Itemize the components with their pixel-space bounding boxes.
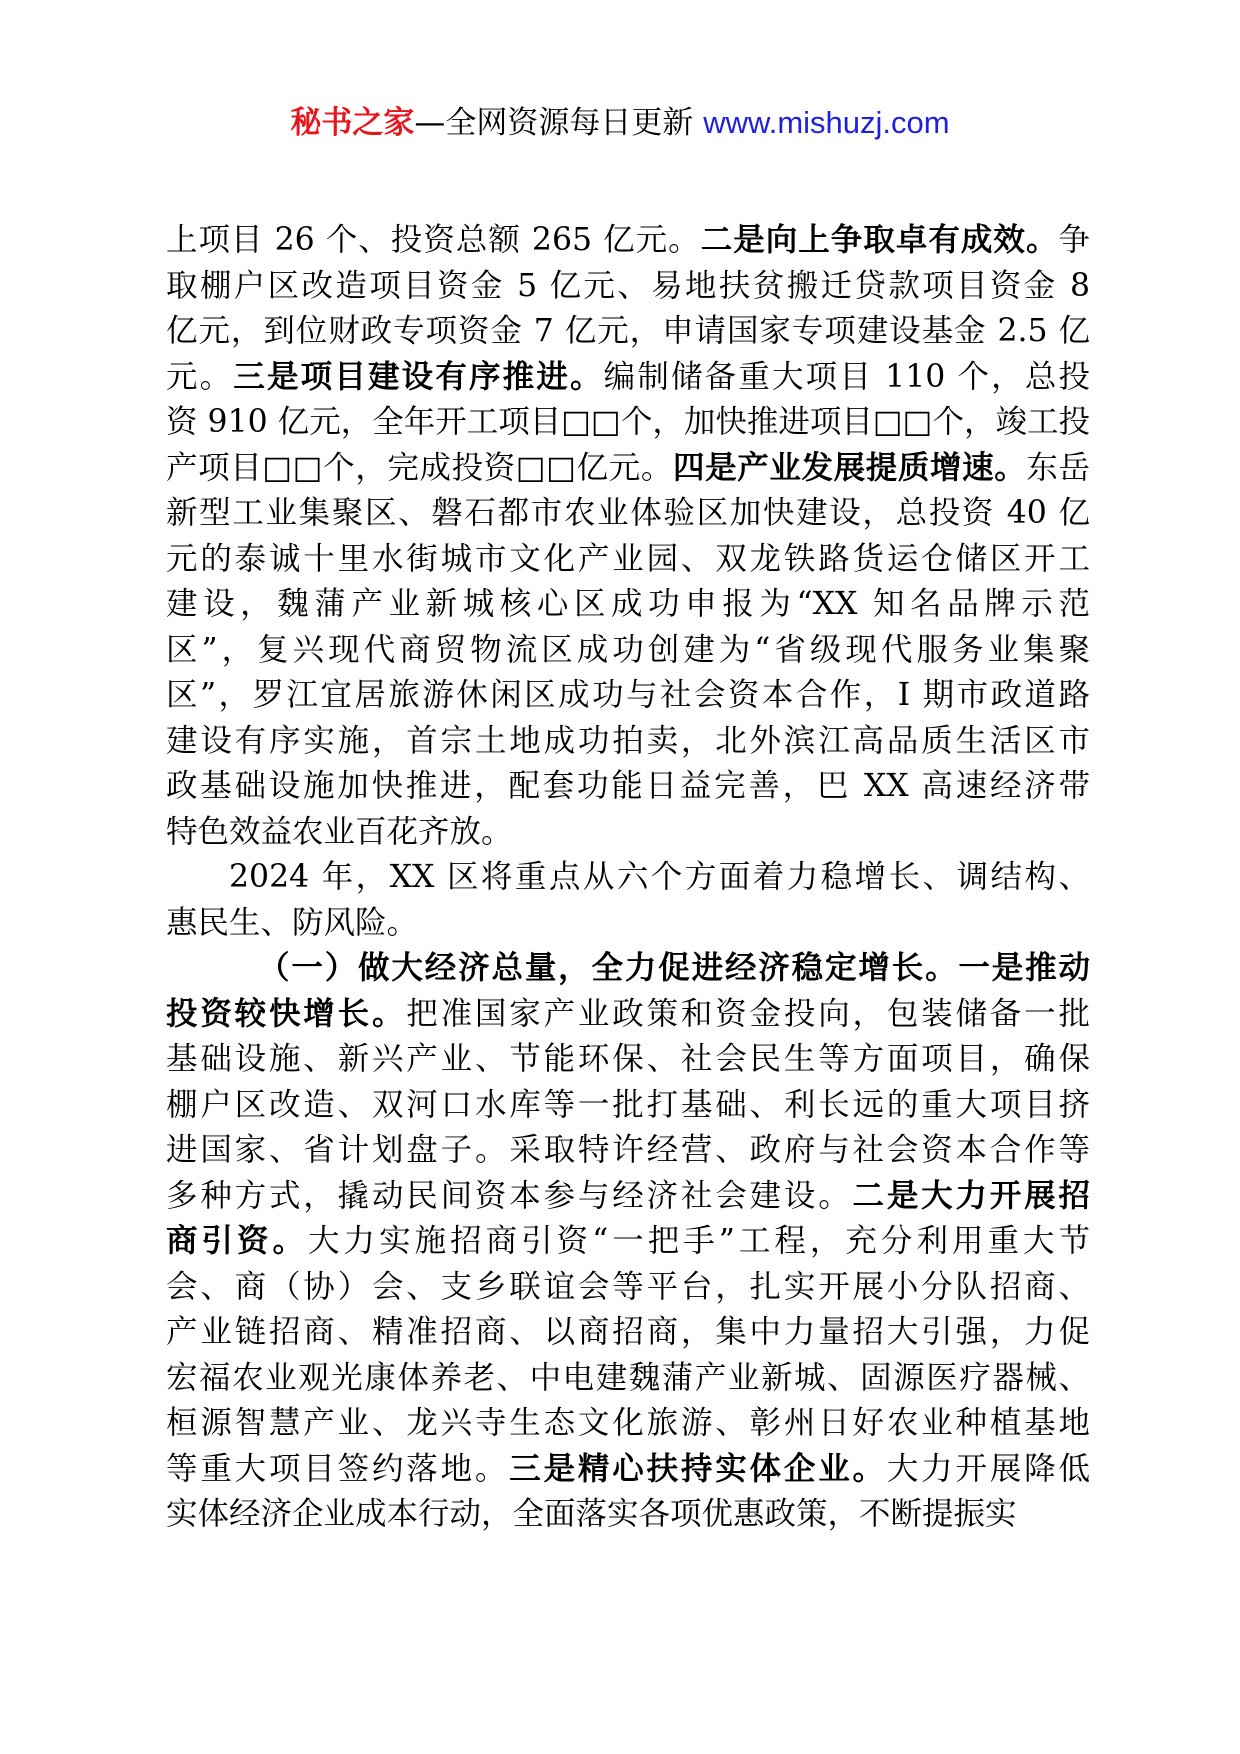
text-line [166, 628, 1090, 674]
text-run: 大力实施招商引资“一把手”工程，充分利用重大节 [308, 1223, 1090, 1259]
bold-text-run: 三是精心扶持实体企业。 [509, 1450, 887, 1487]
site-header [0, 101, 1240, 145]
site-brand: 秘书之家 [290, 105, 415, 141]
text-line [166, 1128, 1090, 1174]
text-run: 棚户区改造、双河口水库等一批打基础、利长远的重大项目挤 [166, 1086, 1090, 1123]
text-run: 区”，复兴现代商贸物流区成功创建为“省级现代服务业集聚 [166, 631, 1090, 668]
text-line [166, 1310, 1090, 1356]
text-line [166, 446, 1090, 492]
text-run: 2024 年，XX 区将重点从六个方面着力稳增长、调结构、 [229, 859, 1090, 895]
text-line [166, 264, 1090, 310]
text-line [166, 764, 1090, 810]
text-line [166, 491, 1090, 537]
text-line [166, 1492, 1090, 1538]
text-line [166, 1447, 1090, 1493]
text-line [166, 719, 1090, 765]
text-run: 桓源智慧产业、龙兴寺生态文化旅游、彰州日好农业种植基地 [166, 1405, 1090, 1441]
text-line [166, 218, 1090, 264]
text-run: 实体经济企业成本行动，全面落实各项优惠政策，不断提振实 [166, 1496, 1017, 1532]
bold-text-run: （一）做大经济总量，全力促进经济稳定增长。一是推动 [258, 950, 1090, 986]
text-line [166, 992, 1090, 1038]
text-run: 建设有序实施，首宗土地成功拍卖，北外滨江高品质生活区市 [166, 722, 1090, 759]
bold-text-run: 二是向上争取卓有成效。 [700, 222, 1059, 258]
text-run: 元。 [166, 358, 234, 395]
text-run: 大力开展降低 [886, 1450, 1090, 1487]
text-run: 东岳 [1026, 449, 1090, 486]
text-line [166, 355, 1090, 401]
site-url-link[interactable]: www.mishuzj.com [703, 105, 950, 140]
text-run: 上项目 26 个、投资总额 265 亿元。 [166, 222, 701, 258]
text-line [166, 1219, 1090, 1265]
text-line [166, 1174, 1090, 1220]
site-tagline: —全网资源每日更新 [414, 105, 694, 141]
bold-text-run: 二是大力开展招 [852, 1177, 1090, 1214]
text-run: 会、商（协）会、支乡联谊会等平台，扎实开展小分队招商、 [166, 1268, 1090, 1305]
text-line [166, 855, 1090, 901]
text-run: 产项目□□个，完成投资□□亿元。 [166, 449, 673, 486]
text-run: 亿元，到位财政专项资金 7 亿元，申请国家专项建设基金 2.5 亿 [166, 313, 1090, 349]
text-run: 新型工业集聚区、磐石都市农业体验区加快建设，总投资 40 亿 [166, 495, 1090, 531]
text-line [166, 1265, 1090, 1311]
text-run: 区”，罗江宜居旅游休闲区成功与社会资本合作，I 期市政道路 [166, 677, 1090, 713]
text-run: 多种方式，撬动民间资本参与经济社会建设。 [166, 1177, 853, 1214]
bold-text-run: 商引资。 [166, 1223, 309, 1259]
text-line [166, 309, 1090, 355]
text-run: 进国家、省计划盘子。采取特许经营、政府与社会资本合作等 [166, 1132, 1090, 1168]
text-line [166, 582, 1090, 628]
text-line [166, 946, 1090, 992]
text-run: 惠民生、防风险。 [166, 904, 419, 941]
text-line [166, 1037, 1090, 1083]
bold-text-run: 四是产业发展提质增速。 [673, 449, 1027, 486]
document-body [166, 218, 1090, 1538]
text-line [166, 673, 1090, 719]
text-run: 资 910 亿元，全年开工项目□□个，加快推进项目□□个，竣工投 [166, 404, 1090, 440]
text-run: 宏福农业观光康体养老、中电建魏蒲产业新城、固源医疗器械、 [166, 1359, 1090, 1396]
text-line [166, 901, 1090, 947]
text-line [166, 1356, 1090, 1402]
text-run: 编制储备重大项目 110 个，总投 [603, 358, 1090, 395]
text-run: 产业链招商、精准招商、以商招商，集中力量招大引强，力促 [166, 1314, 1090, 1350]
text-run: 等重大项目签约落地。 [166, 1450, 510, 1487]
text-line [166, 537, 1090, 583]
text-run: 特色效益农业百花齐放。 [166, 813, 513, 850]
text-run: 元的泰诚十里水街城市文化产业园、双龙铁路货运仓储区开工 [166, 540, 1090, 577]
bold-text-run: 投资较快增长。 [166, 995, 407, 1032]
text-run: 把准国家产业政策和资金投向，包装储备一批 [406, 995, 1090, 1032]
text-line [166, 810, 1090, 856]
text-line [166, 1401, 1090, 1447]
text-line [166, 1083, 1090, 1129]
bold-text-run: 三是项目建设有序推进。 [233, 358, 604, 395]
text-run: 政基础设施加快推进，配套功能日益完善，巴 XX 高速经济带 [166, 768, 1090, 804]
text-run: 取棚户区改造项目资金 5 亿元、易地扶贫搬迁贷款项目资金 8 [166, 267, 1090, 304]
text-run: 争 [1058, 222, 1090, 258]
text-run: 基础设施、新兴产业、节能环保、社会民生等方面项目，确保 [166, 1041, 1090, 1077]
text-run: 建设，魏蒲产业新城核心区成功申报为“XX 知名品牌示范 [166, 586, 1090, 622]
text-line [166, 400, 1090, 446]
